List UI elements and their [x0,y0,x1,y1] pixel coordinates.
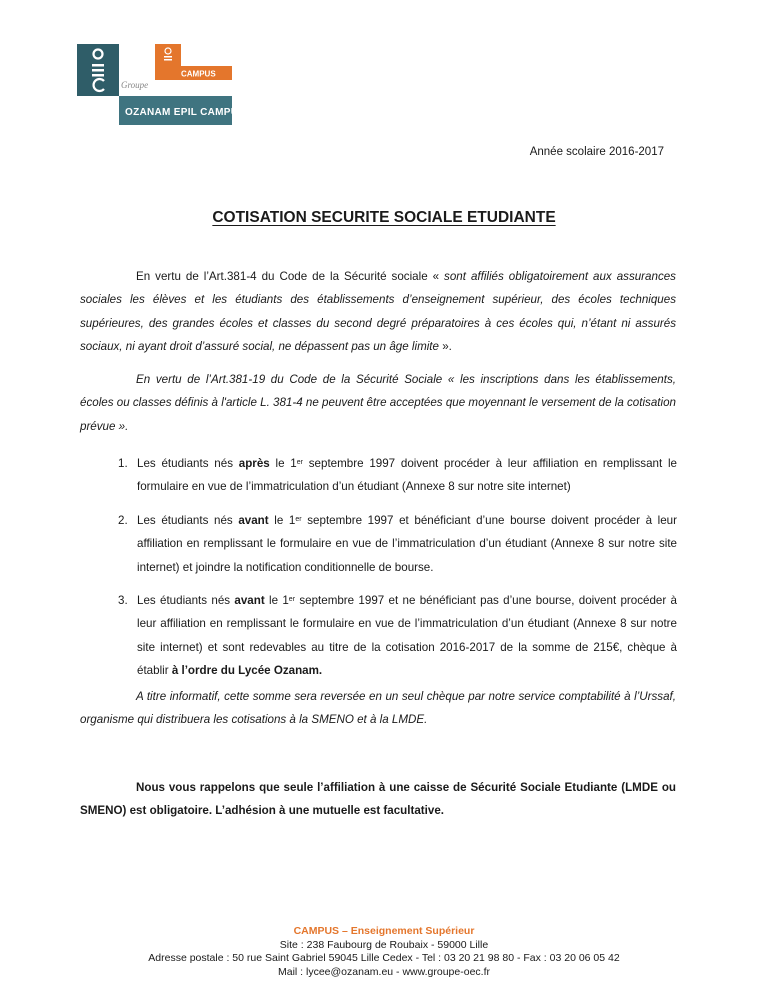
page-title-text: COTISATION SECURITE SOCIALE ETUDIANTE [212,209,556,226]
logo-group-text: Groupe [121,80,149,90]
logo [77,44,246,126]
footer-brand: CAMPUS – Enseignement Supérieur [293,925,475,937]
footer [0,925,768,979]
footer-mail: Mail : lycee@ozanam.eu - www.groupe-oec.fr [278,965,490,978]
paragraph-art-381-19: En vertu de l’Art.381-19 du Code de la Sécurité Sociale « les inscriptions dans les établissements, écoles ou classes définis à l'article L. 381-4 ne peuvent être acceptées que moyennant le versement de la cotisation prévue ». [80,373,676,433]
list-item: 3. Les étudiants nés avant le 1er septembre 1997 et ne bénéficiant pas d’une bourse, doivent procéder à leur affiliation en remplissant le formulaire en vue de l’immatriculation d’un étudiant (Annexe 8 sur notre site internet) et sont redevables au titre de la cotisation 2016-2017 de la somme de 215€, chèque à établir à l’ordre du Lycée Ozanam. [118,594,678,678]
footer-address: Adresse postale : 50 rue Saint Gabriel 59045 Lille Cedex - Tel : 03 20 21 98 80 - Fax : 03 20 06 05 42 [148,952,620,964]
school-year: Année scolaire 2016-2017 [529,146,664,158]
logo-orange-icon [155,44,181,66]
page-title [0,209,768,227]
list-item: 2. Les étudiants nés avant le 1er septembre 1997 et bénéficiant d’une bourse doivent procéder à leur affiliation en remplissant le formulaire en vue de l’immatriculation d’un étudiant (Annexe 8 sur notre site internet) et joindre la notification conditionnelle de bourse. [118,514,677,574]
list-item: 1. Les étudiants nés après le 1er septembre 1997 doivent procéder à leur affiliation en remplissant le formulaire en vue de l’immatriculation d’un étudiant (Annexe 8 sur notre site internet) [118,457,677,494]
footer-site: Site : 238 Faubourg de Roubaix - 59000 Lille [279,938,489,951]
paragraph-art-381-4: En vertu de l’Art.381-4 du Code de la Sécurité sociale « sont affiliés obligatoirement aux assurances sociales les élèves et les étudiants des établissements d’enseignement supérieur, des écoles techniques supérieures, des grandes écoles et classes du second degré préparatoires à ces écoles qui, n’étant ni assurés sociaux, ni ayant droit d’assuré social, ne dépassent pas un âge limite ». [80,270,676,354]
paragraph-reminder: Nous vous rappelons que seule l’affiliation à une caisse de Sécurité Sociale Etudiante (LMDE ou SMENO) est obligatoire. L’adhésion à une mutuelle est facultative. [80,781,676,818]
logo-graphic [77,44,246,126]
logo-banner-text: OZANAM EPIL CAMPUS [125,107,246,118]
paragraph-info: A titre informatif, cette somme sera reversée en un seul chèque par notre service comptabilité à l’Urssaf, organisme qui distribuera les cotisations à la SMENO et à la LMDE. [80,690,676,727]
logo-campus-text: CAMPUS [181,69,216,79]
